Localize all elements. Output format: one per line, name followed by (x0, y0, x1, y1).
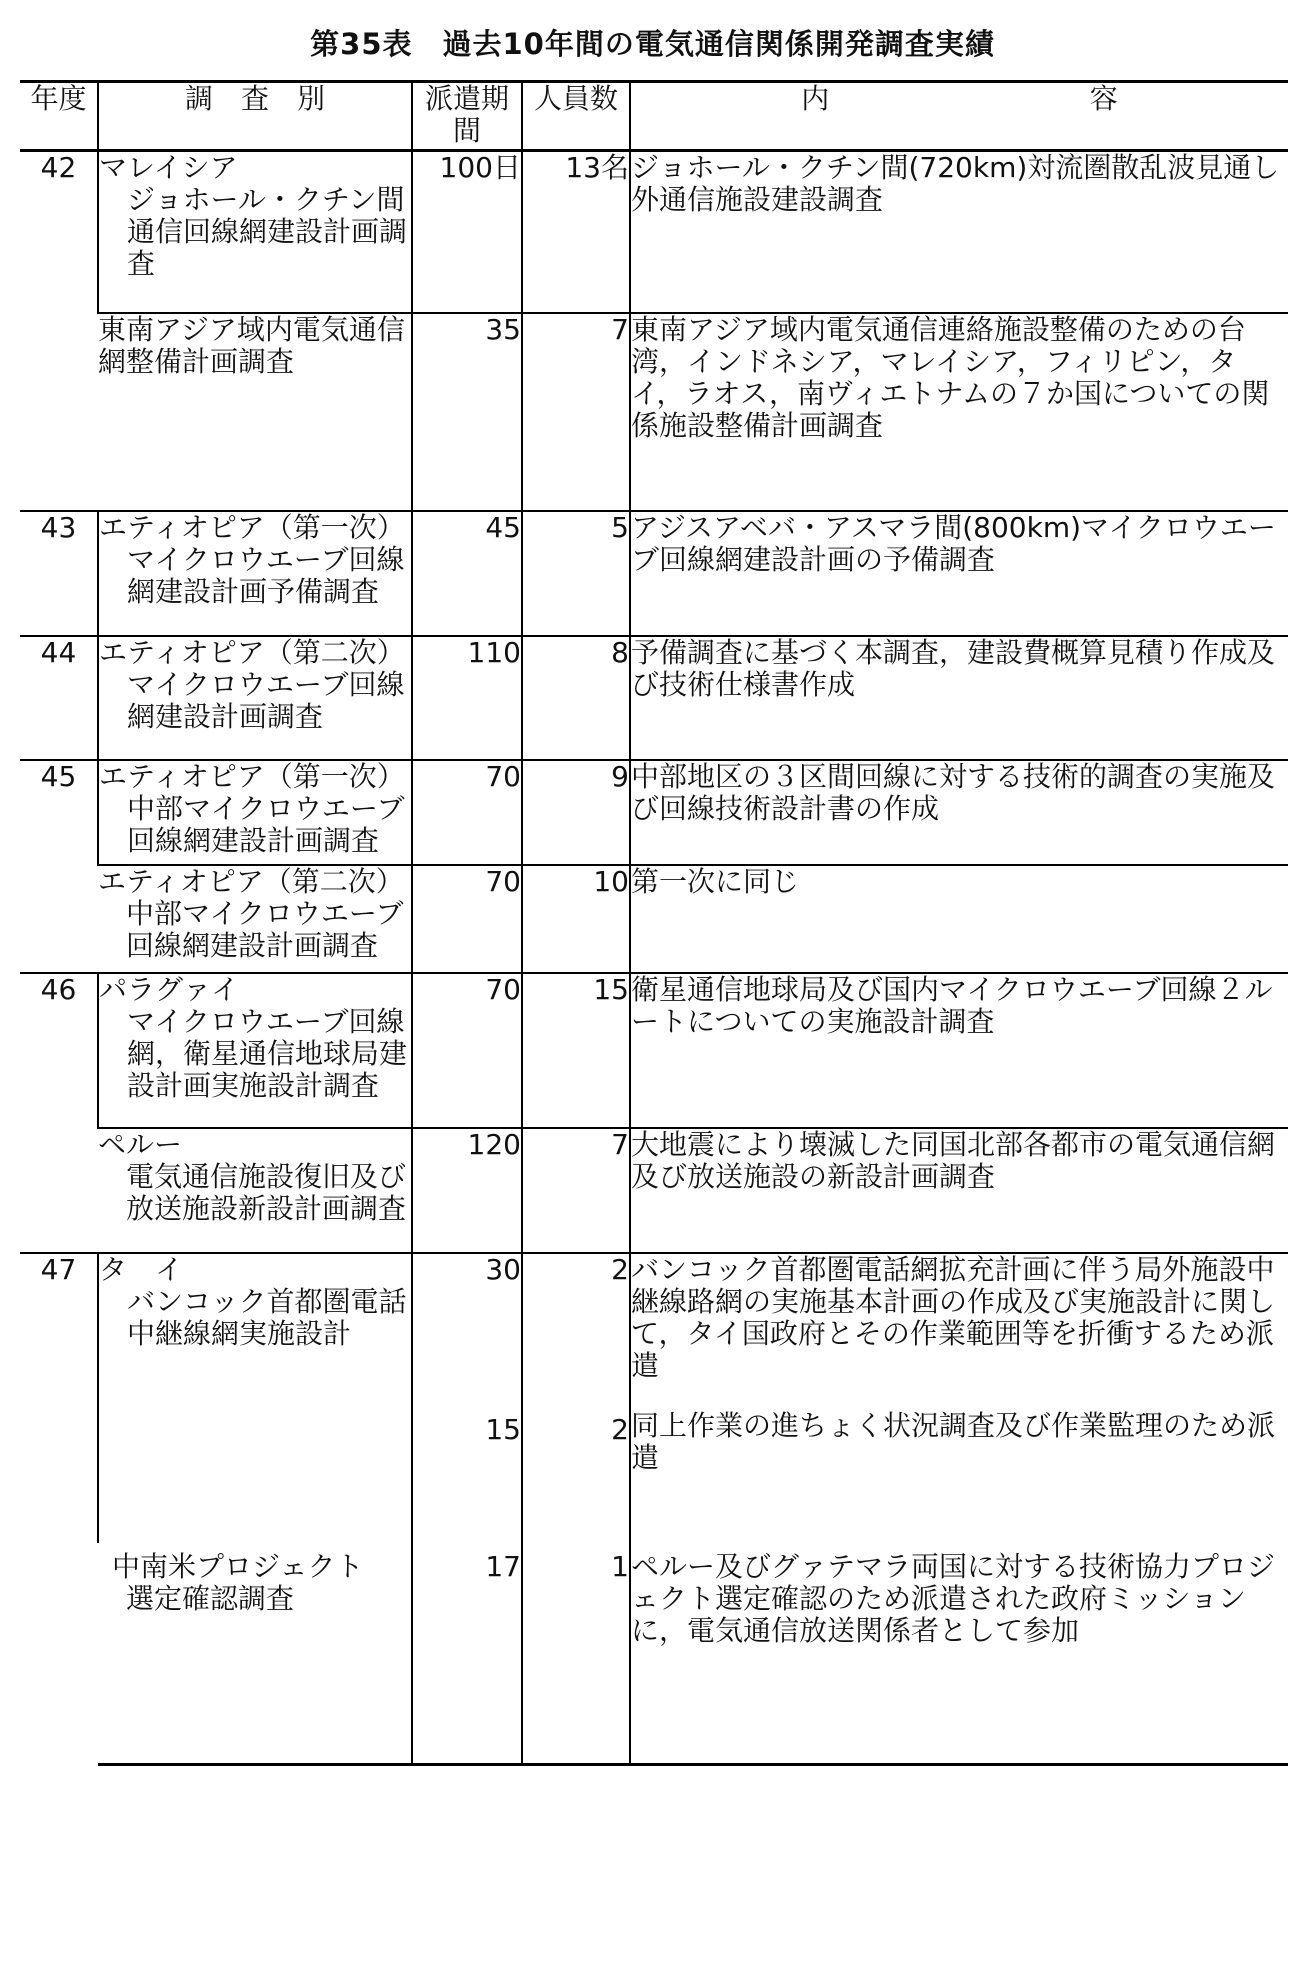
survey-project: 選定確認調査 (126, 1581, 295, 1615)
table-row (20, 760, 1288, 865)
table-row (20, 151, 1288, 313)
survey-cell (98, 760, 412, 865)
survey-project: マイクロウエーブ回線網建設計画予備調査 (127, 542, 405, 608)
survey-project: 電気通信施設復旧及び放送施設新設計画調査 (126, 1159, 407, 1225)
survey-project: バンコック首都圏電話中継線網実施設計 (127, 1284, 407, 1350)
period-cell: 110 (412, 636, 522, 760)
survey-cell (98, 313, 412, 511)
period-cell: 100日 (412, 151, 522, 313)
content-cell: 大地震により壊滅した同国北部各都市の電気通信網及び放送施設の新設計画調査 (630, 1128, 1288, 1253)
header-survey-label: 調 査 別 (184, 82, 325, 115)
persons-value: 2 (611, 1252, 629, 1286)
header-persons: 人員数 (522, 82, 630, 151)
period-cell: 70 (412, 973, 522, 1128)
persons-cell: 9 (522, 760, 630, 865)
content-cell: アジスアベバ・アスマラ間(800km)マイクロウエーブ回線網建設計画の予備調査 (630, 511, 1288, 636)
survey-country: マレイシア (99, 151, 238, 184)
content-cell: ジョホール・クチン間(720km)対流圏散乱波見通し外通信施設建設調査 (630, 151, 1288, 313)
header-content-part1: 内 (801, 82, 830, 115)
header-content-part2: 容 (1089, 82, 1118, 115)
survey-country: 東南アジア域内電気通信網整備計画調査 (98, 312, 405, 378)
survey-country: 中南米プロジェクト (112, 1549, 364, 1583)
table-row (20, 636, 1288, 760)
survey-country: エティオピア（第二次） (98, 864, 404, 898)
table-row (20, 511, 1288, 636)
survey-results-table (20, 80, 1288, 1766)
survey-country: エティオピア（第二次） (99, 635, 405, 669)
table-row (20, 1543, 1288, 1765)
content-cell (630, 1253, 1288, 1543)
header-survey (98, 82, 412, 151)
persons-cell: 7 (522, 313, 630, 511)
survey-country: ペルー (98, 1127, 183, 1161)
table-row (20, 313, 1288, 511)
survey-country: タ イ (99, 1252, 184, 1286)
content-text-2: 同上作業の進ちょく状況調査及び作業監理のため派遣 (631, 1408, 1276, 1474)
survey-cell (98, 151, 412, 313)
survey-project: 中部マイクロウエーブ回線網建設計画調査 (127, 791, 405, 857)
content-cell: 東南アジア域内電気通信連絡施設整備のための台湾，インドネシア，マレイシア，フィリピン，タイ，ラオス，南ヴィエトナムの７か国についての関係施設整備計画調査 (630, 313, 1288, 511)
header-period: 派遣期間 (412, 82, 522, 151)
persons-cell: 13名 (522, 151, 630, 313)
period-cell: 120 (412, 1128, 522, 1253)
table-row (20, 973, 1288, 1128)
header-row (20, 82, 1288, 151)
period-value: 30 (485, 1252, 521, 1286)
persons-cell: 1 (522, 1543, 630, 1765)
persons-cell (522, 1253, 630, 1543)
persons-cell: 5 (522, 511, 630, 636)
content-cell: 第一次に同じ (630, 865, 1288, 973)
survey-country: エティオピア（第一次） (99, 759, 405, 793)
period-cell: 70 (412, 760, 522, 865)
year-cell: 44 (20, 636, 98, 760)
year-cell: 43 (20, 511, 98, 636)
table-row (20, 1128, 1288, 1253)
header-content (630, 82, 1288, 151)
survey-project: マイクロウエーブ回線網，衛星通信地球局建設計画実施設計調査 (127, 1004, 408, 1102)
period-cell: 17 (412, 1543, 522, 1765)
survey-cell (98, 1543, 412, 1765)
survey-cell (98, 1253, 412, 1543)
content-cell: 予備調査に基づく本調査，建設費概算見積り作成及び技術仕様書作成 (630, 636, 1288, 760)
survey-country: パラグァイ (99, 972, 240, 1006)
survey-cell (98, 636, 412, 760)
header-year: 年度 (20, 82, 98, 151)
year-cell: 47 (20, 1253, 98, 1765)
content-text: バンコック首都圏電話網拡充計画に伴う局外施設中継線路網の実施基本計画の作成及び実施設計に関して，タイ国政府とその作業範囲等を折衝するため派遣 (631, 1252, 1276, 1382)
survey-country: エティオピア（第一次） (99, 510, 405, 544)
persons-cell: 7 (522, 1128, 630, 1253)
content-cell: 中部地区の３区間回線に対する技術的調査の実施及び回線技術設計書の作成 (630, 760, 1288, 865)
persons-cell: 15 (522, 973, 630, 1128)
year-cell: 46 (20, 973, 98, 1253)
content-cell: ペルー及びグァテマラ両国に対する技術協力プロジェクト選定確認のため派遣された政府ミッションに，電気通信放送関係者として参加 (630, 1543, 1288, 1765)
survey-cell (98, 865, 412, 973)
table-row (20, 865, 1288, 973)
year-cell: 42 (20, 151, 98, 511)
persons-value-2: 2 (611, 1412, 629, 1446)
survey-project: マイクロウエーブ回線網建設計画調査 (127, 667, 405, 733)
period-cell (412, 1253, 522, 1543)
table-row (20, 1253, 1288, 1543)
period-cell: 45 (412, 511, 522, 636)
period-value-2: 15 (485, 1412, 521, 1446)
persons-cell: 8 (522, 636, 630, 760)
survey-cell (98, 973, 412, 1128)
period-cell: 35 (412, 313, 522, 511)
table-title: 第35表 過去10年間の電気通信関係開発調査実績 (310, 27, 995, 61)
year-cell: 45 (20, 760, 98, 973)
persons-cell: 10 (522, 865, 630, 973)
survey-cell (98, 1128, 412, 1253)
survey-cell (98, 511, 412, 636)
survey-project: 中部マイクロウエーブ回線網建設計画調査 (126, 896, 404, 962)
survey-project: ジョホール・クチン間通信回線網建設計画調査 (127, 183, 408, 280)
period-cell: 70 (412, 865, 522, 973)
content-cell: 衛星通信地球局及び国内マイクロウエーブ回線２ルートについての実施設計調査 (630, 973, 1288, 1128)
